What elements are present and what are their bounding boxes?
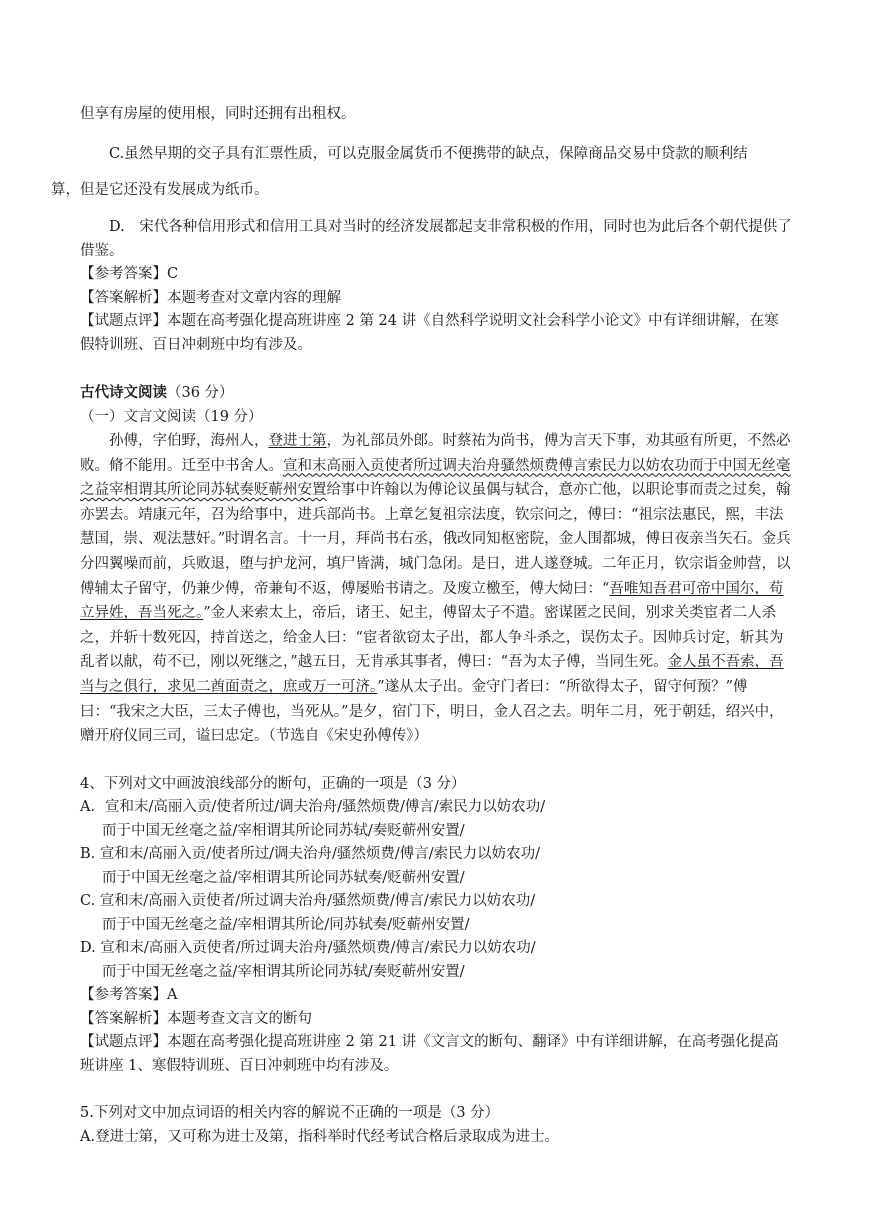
wavy-underlined-sentence: 宣和末高丽入贡使者所过调夫治舟骚然烦费傅言索民力以妨农功而于中国无丝毫之益宰相谓其所论同苏轼奏贬蕲州安置 <box>80 457 791 499</box>
passage-text: ”遂从太子出。金守门者曰：“所欲得太子，留守何预？”傅曰：“我宋之大臣，三太子傅也，当死从。”是夕，宿门下，明日，金人召之去。明年二月，死于朝廷，绍兴中，赠开府仪同三司，谥曰忠定。（节选自《宋史孙傅传》） <box>80 678 784 745</box>
passage-text: ”金人来索太上，帝后，诸王、妃主，傅留太子不遣。密谋匿之民间，别求关类宦者二人杀之，并斩十数死囚，持首送之，给金人曰：“宦者欲窃太子出，都人争斗杀之，误伤太子。因帅兵讨定，斩其为乱者以献，苟不已，刚以死继之，”越五日，无肯承其事者，傅曰：“吾为太子傅，当同生死。 <box>80 605 784 671</box>
dotted-term: 登进士第 <box>268 433 327 449</box>
document-page <box>51 96 792 1149</box>
section-subtitle: （一）文言文阅读（19 分） <box>80 408 263 425</box>
section-title: 古代诗文阅读 <box>80 384 167 401</box>
q4-comment: 【试题点评】本题在高考强化提高班讲座 2 第 21 讲《文言文的断句、翻译》中有详细讲解，在高考强化提高班讲座 1、寒假特训班、百日冲刺班中均有涉及。 <box>80 1034 779 1074</box>
q4-option-c-cont: 而于中国无丝毫之益/宰相谓其所论/同苏轼奏/贬蕲州安置/ <box>102 916 470 933</box>
underlined-sentence: 吾唯知吾君可帝中国尔，苟立异姓，吾当死之。 <box>80 580 784 622</box>
q4-option-b: B. 宣和末/高丽入贡/使者所过/调夫治舟/骚然烦费/傅言/索民力以妨农功/ <box>80 846 541 863</box>
option-d: D. 宋代各种信用形式和信用工具对当时的经济发展都起支非常积极的作用，同时也为此后各个朝代提供了借鉴。 <box>80 219 792 259</box>
q4-analysis: 【答案解析】本题考查文言文的断句 <box>80 1010 312 1027</box>
passage-text: ，为礼部员外郎。时蔡祐为尚书，傅为言天下事，劝其亟有所更，不然必败。脩不能用。迁至中书舍人。 <box>80 433 791 474</box>
q4-option-a-cont: 而于中国无丝毫之益/宰相谓其所论同苏轼/奏贬蕲州安置/ <box>102 822 465 839</box>
analysis: 【答案解析】本题考查对文章内容的理解 <box>80 289 341 306</box>
text-line: 但享有房屋的使用根，同时还拥有出租权。 <box>80 106 356 122</box>
section-score: （36 分） <box>167 385 234 401</box>
option-c-line2: 算，但是它还没有发展成为纸币。 <box>51 182 269 198</box>
option-c-line1: C.虽然早期的交子具有汇票性质，可以克服金属货币不便携带的缺点，保障商品交易中贷款的顺利结 <box>109 146 748 162</box>
option-c <box>51 136 792 208</box>
q4-option-a: A．宣和末/高丽入贡/使者所过/调夫治舟/骚然烦费/傅言/索民力以妨农功/ <box>80 799 546 816</box>
underlined-sentence: 金人虽不吾索，吾当与之俱行，求见二酋面责之，庶或万一可济。 <box>80 654 784 695</box>
q5-option-a: A.登进士第，又可称为进士及第，指科举时代经考试合格后录取成为进士。 <box>80 1128 560 1145</box>
q4-option-d-cont: 而于中国无丝毫之益/宰相谓其所论同苏轼/奏贬蕲州安置/ <box>102 963 465 980</box>
q4-option-b-cont: 而于中国无丝毫之益/宰相谓其所论同苏轼奏/贬蕲州安置/ <box>102 869 465 886</box>
q4-answer: 【参考答案】A <box>80 987 178 1004</box>
passage-text: 给事中许翰以为傅论议虽偶与轼合，意亦亡他，以职论事而责之过矣，翰亦罢去。靖康元年，召为给事中，进兵部尚书。上章乞复祖宗法度，钦宗问之，傅曰：“祖宗法惠民，熙，丰法慧国，崇、观法慧奸。”时谓名言。十一月，拜尚书右丞，俄改同知枢密院，金人围都城，傅日夜亲当矢石。金兵分四翼噪而前，兵败退，堕与护龙河，填尸皆满，城门急闭。是日，进人遂登城。二年正月，钦宗诣金帅营，以傅辅太子留守，仍兼少傅，帝兼旬不返，傅屡贻书请之。及废立檄至，傅大恸曰：“ <box>80 482 791 597</box>
passage-text: 孙傅，字伯野，海州人， <box>109 433 269 449</box>
q4-option-d: D. 宣和末/高丽入贡使者/所过调夫治舟/骚然烦费/傅言/索民力以妨农功/ <box>80 940 536 957</box>
question-4-stem: 4、下列对文中画波浪线部分的断句，正确的一项是（3 分） <box>80 775 466 792</box>
q4-option-c: C. 宣和末/高丽入贡使者/所过调夫治舟/骚然烦费/傅言/索民力以妨农功/ <box>80 893 536 910</box>
answer: 【参考答案】C <box>80 266 179 282</box>
section-heading <box>80 381 792 406</box>
comment: 【试题点评】本题在高考强化提高班讲座 2 第 24 讲《自然科学说明文社会科学小论文》中有详细讲解，在寒假特训班、百日冲刺班中均有涉及。 <box>80 313 779 353</box>
question-5-stem: 5.下列对文中加点词语的相关内容的解说不正确的一项是（3 分） <box>80 1105 500 1122</box>
classical-passage <box>80 429 792 749</box>
